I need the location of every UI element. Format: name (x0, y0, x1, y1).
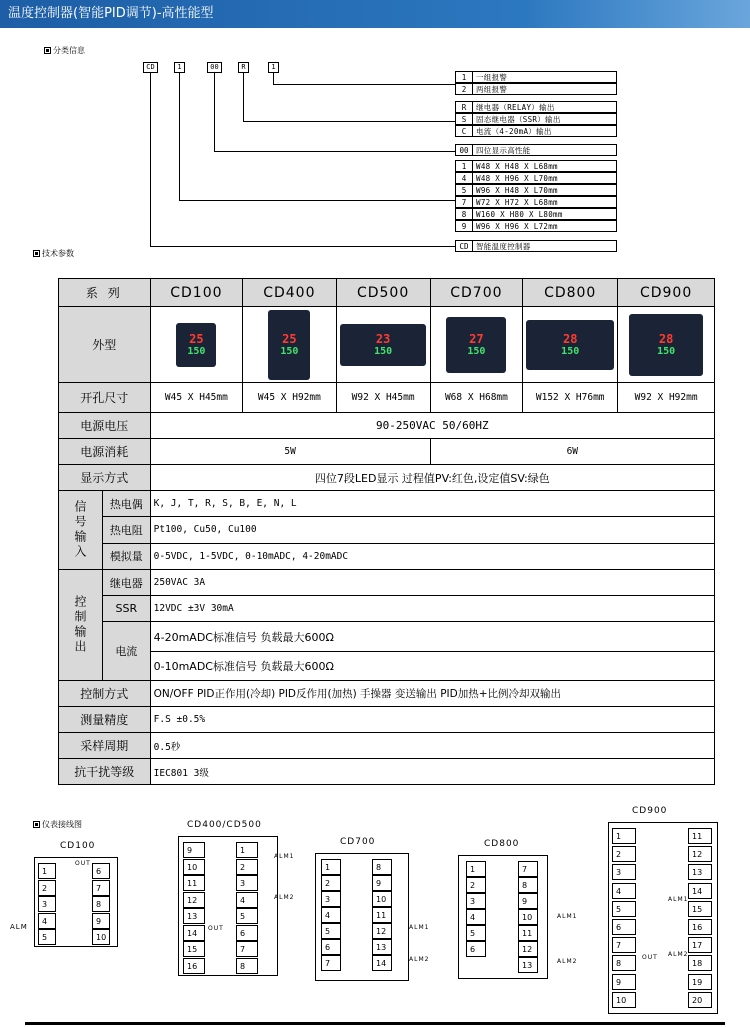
interference-label: 抗干扰等级 (59, 759, 151, 785)
signal-input-label: 信号输入 (73, 500, 87, 560)
connector-line (214, 73, 215, 151)
diagram-title: CD700 (340, 837, 376, 847)
cutout-value: W45 X H45mm (150, 383, 243, 413)
terminal: 5 (612, 901, 636, 917)
terminal: 4 (236, 892, 258, 908)
terminal: 12 (183, 892, 205, 908)
product-image-cd800: 28 150 (526, 320, 614, 370)
terminal: 10 (372, 891, 392, 907)
code-box: 00 (207, 62, 222, 73)
product-image-cd400: 25 150 (268, 310, 310, 380)
terminal: 10 (518, 909, 538, 925)
terminal: 1 (321, 859, 341, 875)
page-title: 温度控制器(智能PID调节)-高性能型 (8, 6, 214, 21)
relay-label: 继电器 (103, 570, 150, 596)
option-row: 2 两组报警 (455, 83, 617, 95)
option-row: 4 W48 X H96 X L70mm (455, 172, 617, 184)
product-image-cd100: 25 150 (176, 323, 216, 367)
terminal: 13 (183, 908, 205, 924)
alarm-label: ALM (10, 923, 28, 931)
interference-value: IEC801 3级 (150, 759, 714, 785)
cutout-value: W45 X H92mm (243, 383, 336, 413)
terminal: 17 (688, 937, 712, 953)
alarm-label: ALM2 (668, 951, 689, 958)
terminal: 2 (466, 877, 486, 893)
connector-line (214, 151, 455, 152)
wiring-heading: 仪表接线图 (33, 819, 82, 830)
connector-line (150, 73, 151, 246)
code-box: CD (143, 62, 158, 73)
accuracy-value: F.S ±0.5% (150, 707, 714, 733)
terminal: 1 (236, 842, 258, 858)
square-bullet-icon (33, 250, 40, 257)
terminal: 1 (38, 863, 56, 879)
code-box: 1 (174, 62, 185, 73)
terminal: 3 (466, 893, 486, 909)
power-consumption-b: 6W (430, 439, 714, 465)
terminal: 13 (688, 864, 712, 880)
power-consumption-label: 电源消耗 (59, 439, 151, 465)
control-mode-value: ON/OFF PID正作用(冷却) PID反作用(加热) 手操器 变送输出 PID加热+比例冷却双输出 (150, 681, 714, 707)
terminal: 12 (688, 846, 712, 862)
terminal: 14 (688, 883, 712, 899)
terminal: 4 (38, 913, 56, 929)
terminal: 6 (92, 863, 110, 879)
out-label: OUT (208, 925, 224, 932)
cutout-value: W92 X H45mm (336, 383, 430, 413)
terminal: 10 (183, 859, 205, 875)
terminal: 11 (688, 828, 712, 844)
cutout-value: W68 X H68mm (430, 383, 523, 413)
power-voltage-label: 电源电压 (59, 413, 151, 439)
terminal: 11 (518, 925, 538, 941)
terminal: 12 (518, 941, 538, 957)
terminal: 7 (92, 880, 110, 896)
terminal: 10 (612, 992, 636, 1008)
terminal: 2 (612, 846, 636, 862)
model-cd400: CD400 (243, 279, 336, 307)
terminal: 8 (372, 859, 392, 875)
connector-line (150, 246, 455, 247)
page-header (0, 0, 750, 28)
terminal: 13 (372, 939, 392, 955)
terminal: 16 (183, 958, 205, 974)
specs-heading: 技术参数 (33, 248, 74, 259)
terminal: 20 (688, 992, 712, 1008)
terminal: 4 (321, 907, 341, 923)
ssr-label: SSR (103, 596, 150, 622)
code-box: 1 (268, 62, 279, 73)
model-cd100: CD100 (150, 279, 243, 307)
current-value-a: 4-20mADC标准信号 负载最大600Ω (150, 622, 714, 651)
terminal: 2 (38, 880, 56, 896)
control-mode-label: 控制方式 (59, 681, 151, 707)
sampling-value: 0.5秒 (150, 733, 714, 759)
terminal: 12 (372, 923, 392, 939)
connector-line (243, 121, 455, 122)
terminal: 4 (612, 883, 636, 899)
current-value-b: 0-10mADC标准信号 负载最大600Ω (150, 651, 714, 680)
diagram-title: CD900 (632, 806, 668, 816)
terminal: 8 (518, 877, 538, 893)
ssr-value: 12VDC ±3V 30mA (150, 596, 714, 622)
diagram-title: CD800 (484, 839, 520, 849)
option-row: 1 W48 X H48 X L68mm (455, 160, 617, 172)
terminal: 7 (518, 861, 538, 877)
connector-line (243, 73, 244, 121)
accuracy-label: 测量精度 (59, 707, 151, 733)
model-cd500: CD500 (336, 279, 430, 307)
series-label: 系 列 (59, 279, 151, 307)
connector-line (273, 84, 455, 85)
terminal: 9 (518, 893, 538, 909)
terminal: 9 (92, 913, 110, 929)
terminal: 3 (38, 896, 56, 912)
option-row: 1 一组报警 (455, 71, 617, 83)
cutout-value: W152 X H76mm (523, 383, 618, 413)
terminal: 6 (612, 919, 636, 935)
option-row: 8 W160 X H80 X L80mm (455, 208, 617, 220)
model-cd800: CD800 (523, 279, 618, 307)
terminal: 14 (372, 955, 392, 971)
sampling-label: 采样周期 (59, 733, 151, 759)
terminal: 7 (236, 941, 258, 957)
terminal: 5 (321, 923, 341, 939)
terminal: 8 (92, 896, 110, 912)
alarm-label: ALM1 (274, 853, 295, 860)
option-row: S 固态继电器（SSR）输出 (455, 113, 617, 125)
diagram-title: CD100 (60, 841, 96, 851)
analog-value: 0-5VDC, 1-5VDC, 0-10mADC, 4-20mADC (150, 543, 714, 569)
option-row: C 电流（4-20mA）输出 (455, 125, 617, 137)
option-row: 9 W96 X H96 X L72mm (455, 220, 617, 232)
analog-label: 模拟量 (109, 550, 143, 564)
terminal: 5 (38, 929, 56, 945)
terminal: 11 (372, 907, 392, 923)
terminal: 15 (688, 901, 712, 917)
terminal: 9 (612, 974, 636, 990)
option-row: CD 智能温度控制器 (455, 240, 617, 252)
terminal: 13 (518, 957, 538, 973)
control-output-label: 控制输出 (73, 595, 87, 655)
appearance-label: 外型 (59, 307, 151, 383)
alarm-label: ALM2 (557, 958, 578, 965)
classification-heading: 分类信息 (44, 45, 85, 56)
option-row: 00 四位显示高性能 (455, 144, 617, 156)
diagram-title: CD400/CD500 (187, 820, 262, 830)
terminal: 1 (612, 828, 636, 844)
current-label: 电流 (115, 645, 138, 658)
terminal: 16 (688, 919, 712, 935)
power-voltage-value: 90-250VAC 50/60HZ (150, 413, 714, 439)
terminal: 6 (236, 925, 258, 941)
option-row: 5 W96 X H48 X L70mm (455, 184, 617, 196)
thermocouple-value: K, J, T, R, S, B, E, N, L (150, 491, 714, 517)
terminal: 6 (321, 939, 341, 955)
out-label: OUT (642, 954, 658, 961)
display-mode-label: 显示方式 (59, 465, 151, 491)
terminal: 18 (688, 955, 712, 971)
alarm-label: ALM1 (409, 924, 430, 931)
terminal: 1 (466, 861, 486, 877)
alarm-label: ALM1 (668, 896, 689, 903)
terminal: 3 (612, 864, 636, 880)
terminal: 3 (321, 891, 341, 907)
terminal: 3 (236, 875, 258, 891)
thermocouple-label: 热电偶 (103, 491, 150, 517)
terminal: 8 (236, 958, 258, 974)
rtd-value: Pt100, Cu50, Cu100 (150, 517, 714, 543)
power-consumption-a: 5W (150, 439, 430, 465)
terminal: 2 (321, 875, 341, 891)
terminal: 5 (466, 925, 486, 941)
terminal: 10 (92, 929, 110, 945)
terminal: 2 (236, 859, 258, 875)
alarm-label: ALM2 (274, 894, 295, 901)
terminal: 6 (466, 941, 486, 957)
terminal: 5 (236, 908, 258, 924)
connector-line (273, 73, 274, 84)
square-bullet-icon (44, 47, 51, 54)
terminal: 7 (321, 955, 341, 971)
terminal: 8 (612, 955, 636, 971)
terminal: 7 (612, 937, 636, 953)
product-image-cd700: 27 150 (446, 317, 506, 373)
code-box: R (238, 62, 249, 73)
connector-line (179, 200, 455, 201)
bottom-rule (25, 1022, 725, 1025)
connector-line (179, 73, 180, 200)
cutout-value: W92 X H92mm (618, 383, 715, 413)
spec-table (58, 278, 715, 785)
terminal: 15 (183, 941, 205, 957)
alarm-label: ALM2 (409, 956, 430, 963)
cutout-label: 开孔尺寸 (59, 383, 151, 413)
square-bullet-icon (33, 821, 40, 828)
terminal: 9 (183, 842, 205, 858)
terminal: 19 (688, 974, 712, 990)
rtd-label: 热电阻 (103, 517, 150, 543)
terminal: 4 (466, 909, 486, 925)
terminal: 14 (183, 925, 205, 941)
model-cd900: CD900 (618, 279, 715, 307)
display-mode-value: 四位7段LED显示 过程值PV:红色,设定值SV:绿色 (150, 465, 714, 491)
product-image-cd500: 23 150 (340, 324, 426, 366)
out-label: OUT (75, 860, 91, 867)
relay-value: 250VAC 3A (150, 570, 714, 596)
option-row: 7 W72 X H72 X L68mm (455, 196, 617, 208)
terminal: 9 (372, 875, 392, 891)
product-image-cd900: 28 150 (629, 314, 703, 376)
option-row: R 继电器（RELAY）输出 (455, 101, 617, 113)
terminal: 11 (183, 875, 205, 891)
model-cd700: CD700 (430, 279, 523, 307)
alarm-label: ALM1 (557, 913, 578, 920)
